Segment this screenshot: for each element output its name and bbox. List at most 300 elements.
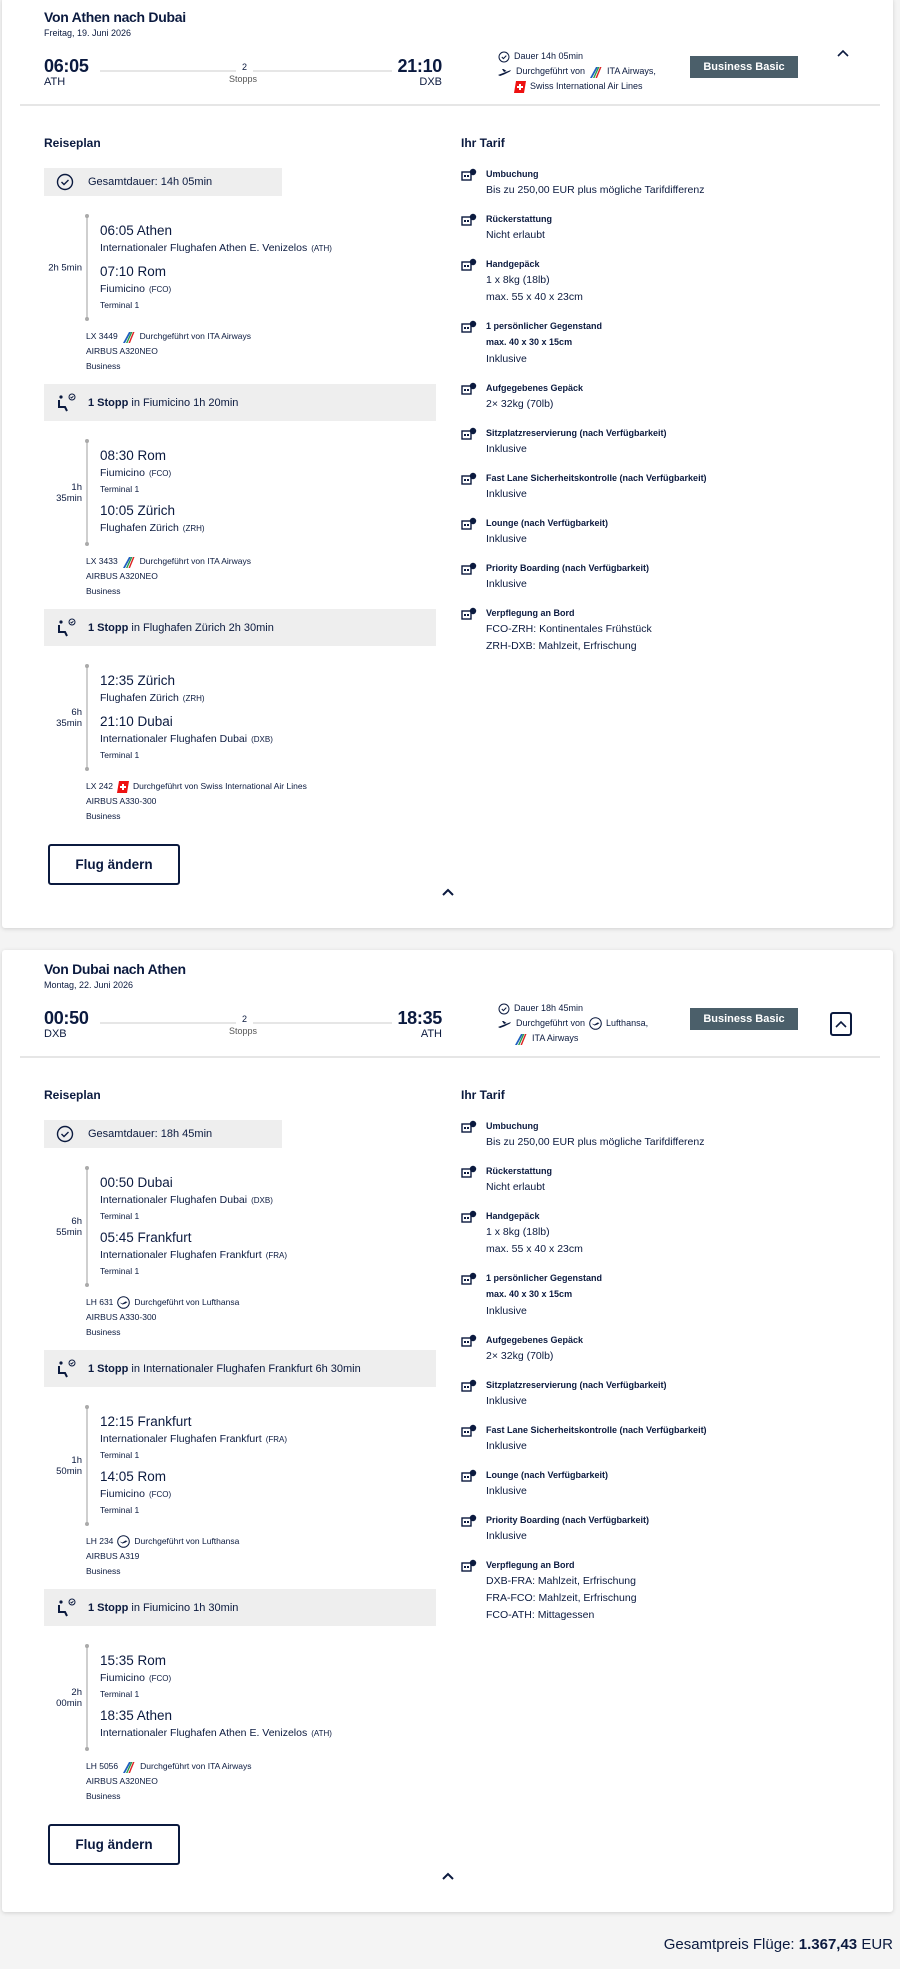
seat-wait-icon: [56, 1598, 78, 1618]
terminal: Terminal 1: [100, 1211, 140, 1221]
fare-item-label: Rückerstattung: [486, 1166, 553, 1176]
stopover-count: 1 Stopp: [88, 621, 129, 634]
fare-item-value: Inklusive: [486, 1305, 527, 1317]
flight-info: [44, 1295, 436, 1340]
flight-title: Von Dubai nach Athen: [44, 961, 186, 977]
fare-item-content: [486, 1119, 704, 1151]
fare-item: [461, 1423, 881, 1455]
duration-row: [498, 49, 656, 64]
airport-name: Flughafen Zürich: [100, 692, 179, 704]
flight-summary-info: [498, 49, 656, 94]
fare-item-value: Bis zu 250,00 EUR plus mögliche Tarifdifferenz: [486, 1136, 705, 1148]
stopover-detail: in Fiumicino 1h 20min: [128, 396, 239, 409]
fare-item-label: Aufgegebenes Gepäck: [486, 1335, 584, 1345]
lounge-icon: [461, 1468, 486, 1500]
flight-info: [44, 1759, 436, 1804]
fare-item-content: [486, 471, 707, 503]
flight-info: [44, 554, 436, 599]
segment-stops: [100, 666, 436, 769]
airport-name: Internationaler Flughafen Frankfurt: [100, 1433, 262, 1445]
total-duration-box: [44, 1120, 282, 1148]
fare-item-value: ZRH-DXB: Mahlzeit, Erfrischung: [486, 640, 637, 652]
lh-logo-icon: [117, 1296, 130, 1309]
swiss-logo-icon: [514, 81, 526, 93]
operator-row: [498, 1031, 648, 1046]
airport-code: (ATH): [311, 244, 332, 253]
fare-item: [461, 1119, 881, 1151]
stopover-text: [88, 622, 274, 634]
fare-title: Ihr Tarif: [461, 1088, 505, 1102]
total-price: [664, 1936, 893, 1953]
airport: [100, 1431, 436, 1448]
change-flight-button[interactable]: Flug ändern: [48, 1824, 180, 1865]
ita-logo-icon: [514, 1033, 528, 1045]
duration-text: Dauer 18h 45min: [514, 1003, 584, 1013]
clock-icon: [56, 1125, 74, 1143]
stopover-detail: in Flughafen Zürich 2h 30min: [128, 621, 274, 634]
airport: [100, 1725, 436, 1742]
fare-item-value: FRA-FCO: Mahlzeit, Erfrischung: [486, 1592, 637, 1604]
seat-wait-icon: [56, 393, 78, 413]
priority-boarding-icon: [461, 561, 486, 593]
airport: [100, 281, 436, 298]
fare-item: [461, 516, 881, 548]
cabin-class: Business: [86, 361, 121, 371]
clock-icon: [498, 1003, 510, 1015]
operator-row: [498, 64, 656, 79]
fare-title: Ihr Tarif: [461, 136, 505, 150]
airport: [100, 520, 436, 537]
airport-name: Internationaler Flughafen Dubai: [100, 733, 248, 745]
fare-item-value: Nicht erlaubt: [486, 1181, 545, 1193]
lh-logo-icon: [117, 1535, 130, 1548]
operated-by: Durchgeführt von ITA Airways: [140, 1761, 252, 1771]
airport: [100, 731, 436, 748]
flight-number-row: [86, 1295, 436, 1310]
fare-item-content: [486, 1423, 707, 1455]
terminal: Terminal 1: [100, 1689, 140, 1699]
cabin-class: Business: [86, 1791, 121, 1801]
segment-point: [100, 672, 436, 707]
header-divider: [20, 104, 880, 106]
refund-icon: [461, 212, 486, 244]
fare-item-label: Sitzplatzreservierung (nach Verfügbarkeit): [486, 428, 667, 438]
fare-item-value: Inklusive: [486, 1395, 527, 1407]
segment-point: [100, 447, 436, 496]
segment-stops: [100, 1407, 436, 1524]
arrival-time: 21:10: [397, 56, 442, 76]
refund-icon: [461, 1164, 486, 1196]
airport-name: Flughafen Zürich: [100, 522, 179, 534]
timeline-line: [86, 1407, 88, 1524]
airport-code: (FCO): [148, 1674, 172, 1683]
stopover-count: 1 Stopp: [88, 396, 129, 409]
fare-item-label: Umbuchung: [486, 1121, 539, 1131]
collapse-details-button[interactable]: [442, 1868, 454, 1883]
collapse-button[interactable]: [830, 1012, 852, 1036]
flight-number: LH 5056: [86, 1761, 119, 1771]
time-city: 18:35 Athen: [100, 1708, 173, 1723]
chevron-up-icon: [837, 49, 849, 57]
fare-item-value: Inklusive: [486, 1440, 527, 1452]
carry-on-icon: [461, 1209, 486, 1258]
total-price-amount: 1.367,43: [798, 1936, 858, 1953]
flight-info: [44, 779, 436, 824]
terminal: Terminal 1: [100, 1505, 140, 1515]
flight-summary-info: [498, 1001, 648, 1046]
total-price-label: Gesamtpreis Flüge:: [663, 1936, 795, 1953]
segment-point: [100, 713, 436, 762]
time-city: 10:05 Zürich: [100, 503, 176, 518]
airport-code: (ZRH): [182, 694, 205, 703]
ita-logo-icon: [122, 1761, 136, 1773]
chevron-up-icon: [442, 1872, 454, 1880]
fare-item-content: [486, 257, 583, 306]
time-city: 12:15 Frankfurt: [100, 1414, 192, 1429]
fare-item-content: [486, 1558, 637, 1624]
fare-item-content: [486, 516, 608, 548]
fare-item-content: [486, 167, 704, 199]
arrival-code: DXB: [419, 76, 442, 88]
fare-item-label: Handgepäck: [486, 259, 540, 269]
stopover-text: [88, 1363, 361, 1375]
fare-details: [461, 136, 881, 655]
segment-duration: 6h 35min: [56, 706, 82, 729]
fare-item-label: Handgepäck: [486, 1211, 540, 1221]
airport-name: Fiumicino: [100, 1672, 145, 1684]
fare-item: [461, 381, 881, 413]
priority-boarding-icon: [461, 1513, 486, 1545]
airport-name: Fiumicino: [100, 283, 145, 295]
operated-by-label: Durchgeführt von: [516, 66, 586, 76]
fare-item-content: [486, 1333, 583, 1365]
time-city: 00:50 Dubai: [100, 1175, 173, 1190]
collapse-details-button[interactable]: [442, 884, 454, 899]
fare-item-value: DXB-FRA: Mahlzeit, Erfrischung: [486, 1575, 636, 1587]
flight-segment: [44, 441, 436, 544]
stops-count: 2: [236, 62, 253, 72]
stopover-box: [44, 1350, 436, 1387]
fare-item: [461, 1164, 881, 1196]
airport-code: (FCO): [148, 469, 172, 478]
departure-time: 06:05: [44, 56, 89, 76]
time-city: 12:35 Zürich: [100, 673, 176, 688]
departure-code: ATH: [44, 76, 66, 88]
flight-segment: [44, 666, 436, 769]
terminal: Terminal 1: [100, 300, 140, 310]
ita-logo-icon: [589, 66, 603, 78]
time-city: 07:10 Rom: [100, 264, 167, 279]
flight-segment: [44, 216, 436, 319]
seat-wait-icon: [56, 1359, 78, 1379]
flight-title: Von Athen nach Dubai: [44, 9, 186, 25]
checked-bag-icon: [461, 1333, 486, 1365]
timeline-line: [86, 441, 88, 544]
duration-text: Dauer 14h 05min: [514, 51, 584, 61]
stopover-box: [44, 1589, 436, 1626]
chevron-up-icon: [835, 1020, 847, 1028]
terminal: Terminal 1: [100, 484, 140, 494]
fare-item-label: Umbuchung: [486, 169, 539, 179]
timeline-line: [86, 666, 88, 769]
flight-info: [44, 1534, 436, 1579]
stops-label: Stopps: [229, 1026, 258, 1036]
airport: [100, 690, 436, 707]
meal-icon: [461, 606, 486, 655]
fare-item-content: [486, 1468, 608, 1500]
airport: [100, 465, 436, 482]
fast-lane-icon: [461, 1423, 486, 1455]
flight-header: [2, 0, 893, 106]
total-price-currency: EUR: [861, 1936, 893, 1953]
operated-by: Durchgeführt von Lufthansa: [134, 1536, 240, 1546]
itinerary: [44, 136, 436, 885]
arrival-time: 18:35: [397, 1008, 442, 1028]
cabin-class: Business: [86, 811, 121, 821]
segment-duration: 2h 00min: [56, 1686, 82, 1709]
fare-item: [461, 1271, 881, 1320]
segment-duration: 2h 5min: [48, 262, 82, 273]
aircraft: AIRBUS A330-300: [86, 796, 157, 806]
fare-item-value: Inklusive: [486, 1530, 527, 1542]
flight-number: LH 631: [86, 1297, 114, 1307]
aircraft: AIRBUS A320NEO: [86, 346, 158, 356]
fare-item-value: max. 55 x 40 x 23cm: [486, 1243, 583, 1255]
fare-item-value: Inklusive: [486, 443, 527, 455]
fare-item-sublabel: max. 40 x 30 x 15cm: [486, 1289, 573, 1299]
operated-by: Durchgeführt von Lufthansa: [134, 1297, 240, 1307]
flight-info: [44, 329, 436, 374]
fare-item-value: Nicht erlaubt: [486, 229, 545, 241]
lh-logo-icon: [589, 1017, 602, 1030]
segment-stops: [100, 1168, 436, 1285]
flight-number-row: [86, 329, 436, 344]
airport-name: Internationaler Flughafen Frankfurt: [100, 1249, 262, 1261]
fare-badge: Business Basic: [690, 56, 798, 78]
terminal: Terminal 1: [100, 1266, 140, 1276]
aircraft: AIRBUS A320NEO: [86, 1776, 158, 1786]
airport-code: (FRA): [265, 1435, 288, 1444]
airport-code: (FCO): [148, 285, 172, 294]
fare-item: [461, 319, 881, 368]
total-duration: Gesamtdauer: 18h 45min: [88, 1128, 213, 1140]
ita-logo-icon: [122, 331, 136, 343]
stops-label: Stopps: [229, 74, 258, 84]
cabin-class: Business: [86, 1327, 121, 1337]
airport-code: (DXB): [251, 1196, 273, 1205]
operator-name: ITA Airways: [532, 1033, 579, 1043]
fare-item-label: Fast Lane Sicherheitskontrolle (nach Verfügbarkeit): [486, 473, 707, 483]
aircraft: AIRBUS A330-300: [86, 1312, 157, 1322]
fare-item-label: Priority Boarding (nach Verfügbarkeit): [486, 563, 650, 573]
flight-number: LX 242: [86, 781, 113, 791]
airport-name: Internationaler Flughafen Dubai: [100, 1194, 248, 1206]
segment-duration: 1h 50min: [56, 1454, 82, 1477]
airport-name: Fiumicino: [100, 467, 145, 479]
fare-item-label: Rückerstattung: [486, 214, 553, 224]
fare-item: [461, 257, 881, 306]
fare-item-value: Inklusive: [486, 578, 527, 590]
aircraft: AIRBUS A319: [86, 1551, 140, 1561]
aircraft: AIRBUS A320NEO: [86, 571, 158, 581]
segment-point: [100, 222, 436, 257]
fare-item-content: [486, 606, 652, 655]
fare-item-label: 1 persönlicher Gegenstand: [486, 321, 603, 331]
airport: [100, 240, 436, 257]
swiss-logo-icon: [117, 781, 129, 793]
flight-number-row: [86, 1534, 436, 1549]
itinerary-title: Reiseplan: [44, 1088, 101, 1102]
fare-item: [461, 471, 881, 503]
clock-icon: [56, 173, 74, 191]
rebooking-icon: [461, 1119, 486, 1151]
airport: [100, 1486, 436, 1503]
collapse-button[interactable]: [832, 42, 854, 64]
operator-name: ITA Airways,: [607, 66, 656, 76]
fare-item-content: [486, 1164, 552, 1196]
seat-icon: [461, 426, 486, 458]
fare-item-value: Inklusive: [486, 353, 527, 365]
itinerary: [44, 1088, 436, 1865]
segment-duration: 1h 35min: [56, 481, 82, 504]
personal-item-icon: [461, 1271, 486, 1320]
flight-number: LX 3449: [86, 331, 118, 341]
stopover-count: 1 Stopp: [88, 1362, 129, 1375]
fare-item-value: 1 x 8kg (18lb): [486, 274, 550, 286]
terminal: Terminal 1: [100, 750, 140, 760]
fare-item-value: 1 x 8kg (18lb): [486, 1226, 550, 1238]
plane-icon: [498, 67, 512, 77]
chevron-up-icon: [442, 888, 454, 896]
airport: [100, 1670, 436, 1687]
time-city: 08:30 Rom: [100, 448, 167, 463]
fare-item-value: FCO-ATH: Mittagessen: [486, 1609, 595, 1621]
seat-icon: [461, 1378, 486, 1410]
segment-point: [100, 1229, 436, 1278]
plane-icon: [498, 1019, 512, 1029]
fare-item-label: Fast Lane Sicherheitskontrolle (nach Verfügbarkeit): [486, 1425, 707, 1435]
fare-item-value: Inklusive: [486, 533, 527, 545]
fare-item-label: Priority Boarding (nach Verfügbarkeit): [486, 1515, 650, 1525]
cabin-class: Business: [86, 586, 121, 596]
fare-item-content: [486, 1378, 667, 1410]
ita-logo-icon: [122, 556, 136, 568]
return-flight-card: [2, 950, 893, 1912]
flight-date: Freitag, 19. Juni 2026: [44, 28, 132, 38]
flight-header: [2, 950, 893, 1058]
flight-segment: [44, 1168, 436, 1285]
timeline-line: [86, 1646, 88, 1749]
time-city: 06:05 Athen: [100, 223, 173, 238]
arrival-code: ATH: [420, 1028, 442, 1040]
fare-item-label: Aufgegebenes Gepäck: [486, 383, 584, 393]
stopover-detail: in Internationaler Flughafen Frankfurt 6h 30min: [128, 1362, 361, 1375]
segment-stops: [100, 216, 436, 319]
fare-item: [461, 561, 881, 593]
fare-item-label: Verpflegung an Bord: [486, 608, 575, 618]
outbound-flight-card: [2, 0, 893, 928]
time-city: 21:10 Dubai: [100, 714, 173, 729]
flight-number: LX 3433: [86, 556, 118, 566]
operator-row: [498, 1016, 648, 1031]
fare-item: [461, 1468, 881, 1500]
total-duration: Gesamtdauer: 14h 05min: [88, 176, 213, 188]
segment-point: [100, 1413, 436, 1462]
segment-stops: [100, 1646, 436, 1749]
segment-duration: 6h 55min: [56, 1215, 82, 1238]
operated-by: Durchgeführt von Swiss International Air Lines: [132, 781, 307, 791]
fare-item-value: Inklusive: [486, 1485, 527, 1497]
airport-code: (FRA): [265, 1251, 288, 1260]
fare-item: [461, 1558, 881, 1624]
fare-item-value: Bis zu 250,00 EUR plus mögliche Tarifdifferenz: [486, 184, 705, 196]
fare-item-value: 2× 32kg (70lb): [486, 398, 554, 410]
fare-item-content: [486, 1209, 583, 1258]
flight-date: Montag, 22. Juni 2026: [44, 980, 134, 990]
meal-icon: [461, 1558, 486, 1624]
segment-point: [100, 502, 436, 537]
stopover-detail: in Fiumicino 1h 30min: [128, 1601, 239, 1614]
personal-item-icon: [461, 319, 486, 368]
stopover-text: [88, 1602, 238, 1614]
fare-item: [461, 212, 881, 244]
airport-name: Internationaler Flughafen Athen E. Venizelos: [100, 1727, 308, 1739]
carry-on-icon: [461, 257, 486, 306]
segment-point: [100, 1468, 436, 1517]
fare-item-content: [486, 381, 583, 413]
fare-item: [461, 426, 881, 458]
departure-code: DXB: [44, 1028, 67, 1040]
fare-item-label: Lounge (nach Verfügbarkeit): [486, 1470, 609, 1480]
duration-row: [498, 1001, 648, 1016]
lounge-icon: [461, 516, 486, 548]
flight-number: LH 234: [86, 1536, 114, 1546]
fare-item: [461, 1513, 881, 1545]
fare-item-label: Sitzplatzreservierung (nach Verfügbarkeit): [486, 1380, 667, 1390]
flight-segment: [44, 1407, 436, 1524]
header-divider: [20, 1056, 880, 1058]
fare-item-content: [486, 1513, 649, 1545]
stops-count: 2: [236, 1014, 253, 1024]
stopover-box: [44, 609, 436, 646]
fare-item-content: [486, 426, 667, 458]
flight-number-row: [86, 779, 436, 794]
airport-code: (DXB): [251, 735, 273, 744]
itinerary-title: Reiseplan: [44, 136, 101, 150]
fare-item-sublabel: max. 40 x 30 x 15cm: [486, 337, 573, 347]
fare-details: [461, 1088, 881, 1624]
time-city: 15:35 Rom: [100, 1653, 167, 1668]
segment-stops: [100, 441, 436, 544]
fare-item-value: max. 55 x 40 x 23cm: [486, 291, 583, 303]
checked-bag-icon: [461, 381, 486, 413]
segment-point: [100, 1652, 436, 1701]
airport: [100, 1247, 436, 1264]
airport-name: Fiumicino: [100, 1488, 145, 1500]
change-flight-button[interactable]: Flug ändern: [48, 844, 180, 885]
segment-point: [100, 263, 436, 312]
fare-item-label: 1 persönlicher Gegenstand: [486, 1273, 603, 1283]
fare-item-label: Verpflegung an Bord: [486, 1560, 575, 1570]
fare-item: [461, 1333, 881, 1365]
fare-item-content: [486, 561, 649, 593]
timeline-line: [86, 1168, 88, 1285]
fare-badge: Business Basic: [690, 1008, 798, 1030]
airport: [100, 1192, 436, 1209]
fast-lane-icon: [461, 471, 486, 503]
fare-item-content: [486, 1271, 602, 1320]
seat-wait-icon: [56, 618, 78, 638]
